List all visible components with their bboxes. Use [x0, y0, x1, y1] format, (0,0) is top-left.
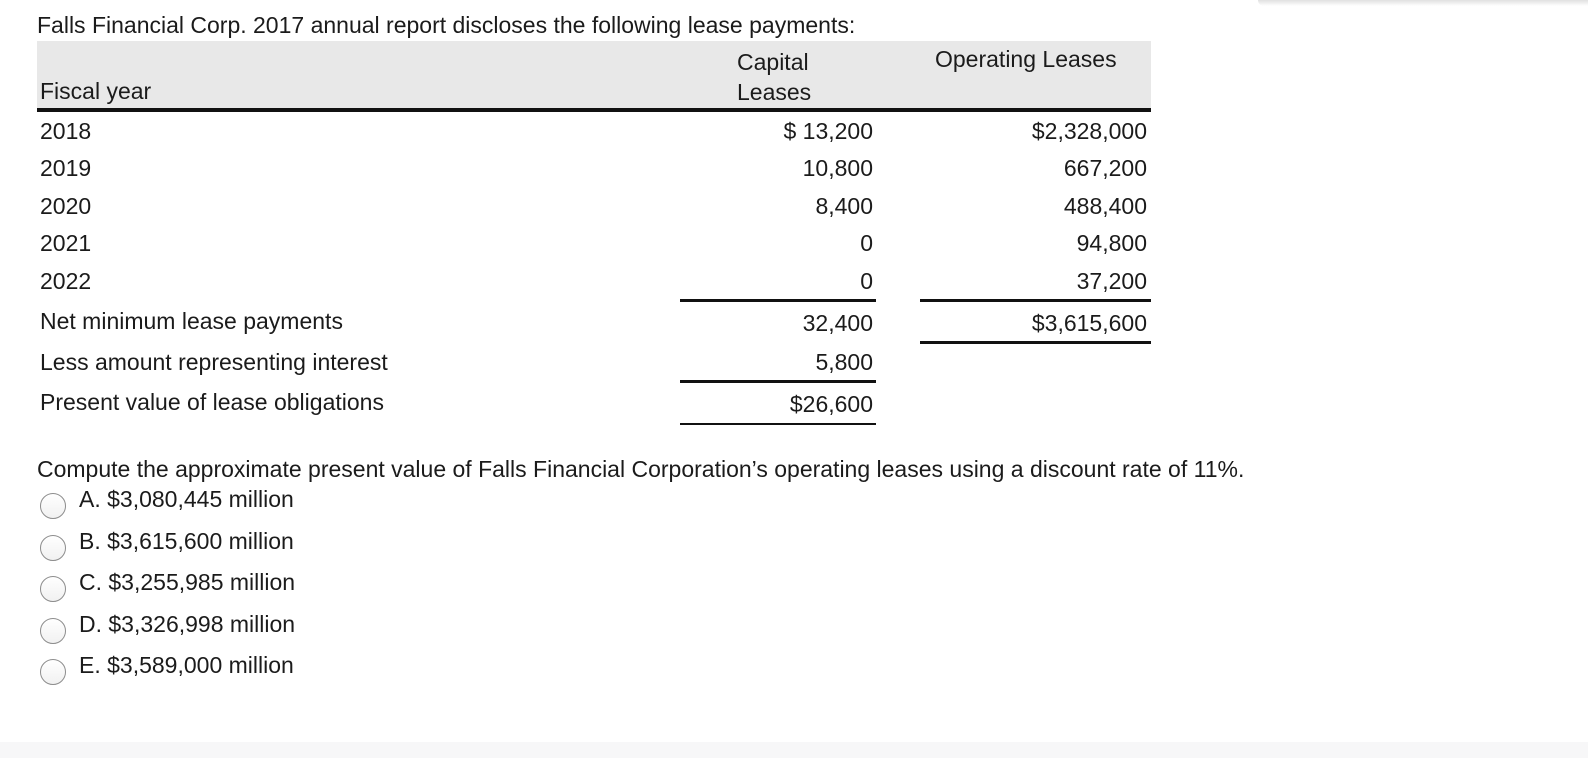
- row-operating-value: $2,328,000: [1031, 118, 1147, 144]
- header-capital-leases: [737, 47, 811, 107]
- row-capital-value: 0: [860, 268, 873, 294]
- option-label[interactable]: D. $3,326,998 million: [79, 610, 296, 637]
- row-capital-value: 0: [860, 230, 873, 256]
- total-rule-operating: [920, 341, 1151, 344]
- row-operating-value: 37,200: [1076, 268, 1147, 294]
- header-operating-leases: Operating Leases: [935, 46, 1117, 72]
- interest-capital-value: 5,800: [815, 349, 873, 375]
- present-value-capital-value: $26,600: [789, 391, 873, 417]
- radio-button[interactable]: [40, 576, 66, 602]
- question-text: Compute the approximate present value of Falls Financial Corporation’s operating leases using a discount rate of 11%.: [37, 456, 1245, 482]
- page-footer-band: [0, 742, 1588, 758]
- header-capital-line2: Leases: [737, 79, 812, 105]
- row-operating-value: 488,400: [1063, 193, 1147, 219]
- option-label[interactable]: C. $3,255,985 million: [79, 569, 296, 595]
- radio-button[interactable]: [40, 659, 66, 685]
- row-label: 2022: [40, 268, 92, 294]
- row-operating-value: 94,800: [1076, 230, 1147, 256]
- row-label: 2021: [40, 230, 92, 256]
- interest-label: Less amount representing interest: [40, 349, 388, 375]
- option-label[interactable]: A. $3,080,445 million: [79, 486, 294, 512]
- row-operating-value: 667,200: [1063, 155, 1147, 181]
- option-label[interactable]: B. $3,615,600 million: [79, 527, 294, 554]
- present-value-label: Present value of lease obligations: [40, 389, 384, 415]
- net-capital-value: 32,400: [802, 310, 873, 336]
- lease-table: [37, 41, 1151, 441]
- radio-button[interactable]: [40, 618, 66, 644]
- net-operating-value: $3,615,600: [1031, 310, 1147, 336]
- header-capital-line1: Capital: [737, 49, 809, 75]
- subtotal-rule-capital-2: [680, 380, 876, 383]
- problem-intro: Falls Financial Corp. 2017 annual report discloses the following lease payments:: [37, 12, 856, 38]
- option-label[interactable]: E. $3,589,000 million: [79, 652, 294, 678]
- row-capital-value: 8,400: [815, 193, 873, 219]
- total-rule-capital: [680, 423, 876, 425]
- row-label: 2020: [40, 193, 92, 219]
- radio-button[interactable]: [40, 493, 66, 519]
- row-label: 2018: [40, 118, 92, 144]
- window-shadow: [1258, 0, 1588, 6]
- row-capital-value: 10,800: [802, 155, 873, 181]
- subtotal-rule-capital: [680, 299, 876, 302]
- header-fiscal-year: Fiscal year: [40, 78, 152, 104]
- net-label: Net minimum lease payments: [40, 308, 343, 334]
- subtotal-rule-operating: [920, 299, 1151, 302]
- radio-button[interactable]: [40, 535, 66, 561]
- row-label: 2019: [40, 155, 92, 181]
- row-capital-value: $ 13,200: [783, 118, 873, 144]
